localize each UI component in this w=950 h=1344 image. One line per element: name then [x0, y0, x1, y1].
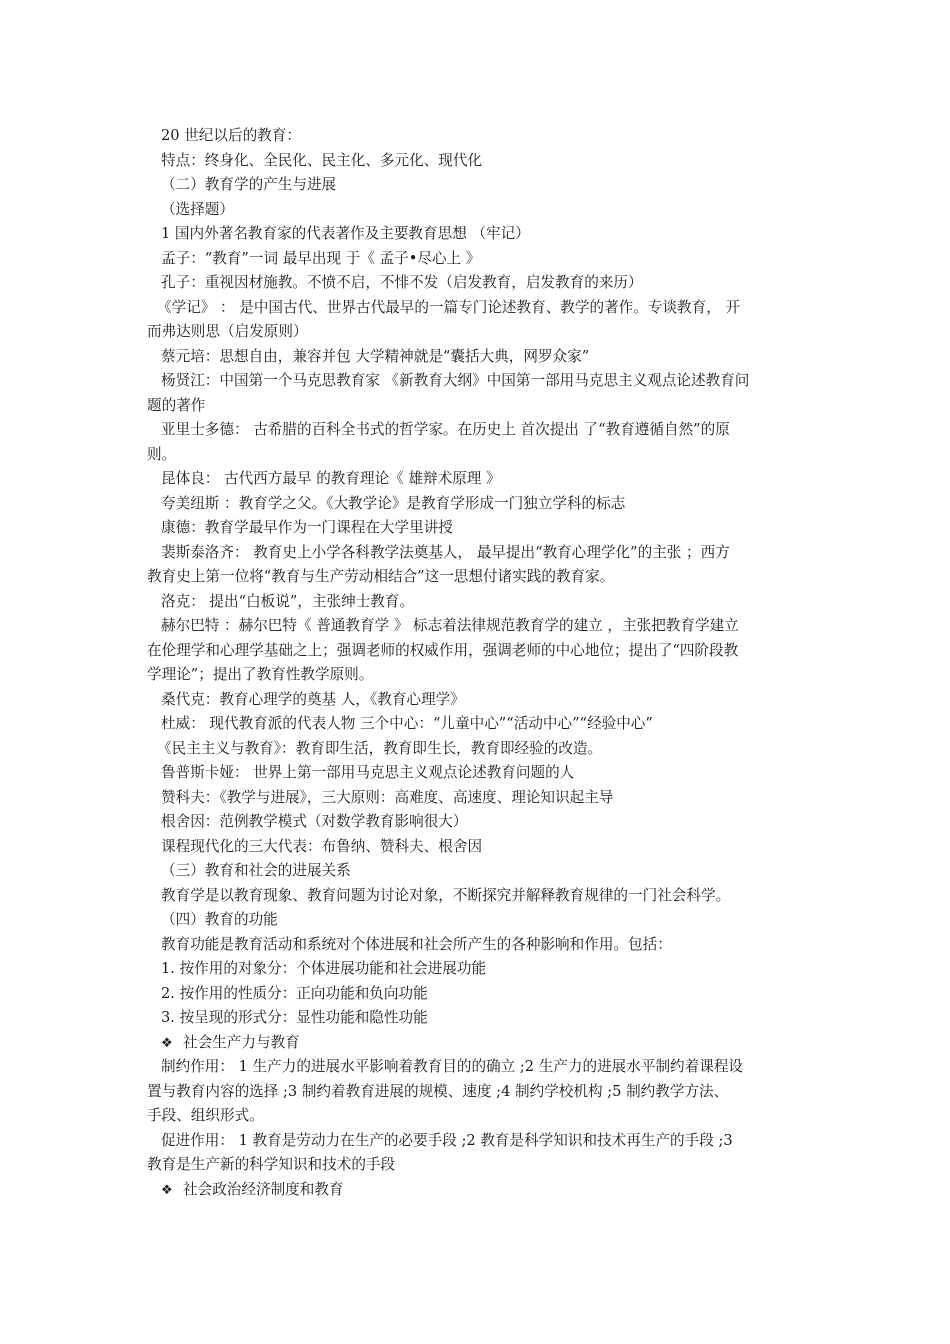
bullet-diamond-icon: ❖	[161, 1035, 173, 1051]
text-line	[145, 320, 810, 345]
text-line	[145, 810, 810, 835]
line-text: （三）教育和社会的进展关系	[161, 862, 351, 879]
text-line	[145, 712, 810, 737]
text-line	[145, 467, 810, 492]
line-text: 而弗达则思（启发原则）	[147, 323, 308, 340]
text-line	[145, 982, 810, 1007]
text-line	[145, 786, 810, 811]
line-text: 杜威： 现代教育派的代表人物 三个中心：“儿童中心”“活动中心”“经验中心”	[161, 715, 653, 732]
bullet-diamond-icon: ❖	[161, 1182, 173, 1198]
line-text: 康德：教育学最早作为一门课程在大学里讲授	[161, 519, 453, 536]
text-line	[145, 394, 810, 419]
line-text: 根舍因：范例教学模式（对数学教育影响很大）	[161, 813, 468, 830]
text-line	[145, 149, 810, 174]
text-line	[145, 859, 810, 884]
line-text: 3. 按呈现的形式分：显性功能和隐性功能	[161, 1009, 428, 1026]
line-text: 《民主主义与教育》：教育即生活，教育即生长，教育即经验的改造。	[157, 739, 603, 757]
text-line	[145, 663, 810, 688]
text-line	[145, 835, 810, 860]
line-text: 1 国内外著名教育家的代表著作及主要教育思想 （牢记）	[161, 225, 530, 242]
line-text: （选择题）	[161, 200, 234, 218]
text-line	[145, 345, 810, 370]
line-text: 赞科夫：《教学与进展》，三大原则：高难度、高速度、理论知识起主导	[161, 788, 614, 806]
text-line	[145, 737, 810, 762]
line-text: 夸美纽斯 ：教育学之父。《大教学论》是教育学形成一门独立学科的标志	[161, 494, 626, 512]
text-line	[145, 565, 810, 590]
text-line	[145, 1178, 810, 1203]
line-text: 教育学是以教育现象、教育问题为讨论对象，不断探究并解释教育规律的一门社会科学。	[161, 886, 731, 904]
text-line	[145, 957, 810, 982]
text-line	[145, 516, 810, 541]
line-text: 2. 按作用的性质分：正向功能和负向功能	[161, 984, 428, 1002]
text-line	[145, 492, 810, 517]
line-text: 社会政治经济制度和教育	[183, 1180, 344, 1198]
line-text: 桑代克：教育心理学的奠基 人，《教育心理学》	[161, 690, 465, 708]
document-page	[145, 124, 810, 1202]
text-line	[145, 198, 810, 223]
line-text: （二）教育学的产生与进展	[161, 176, 337, 193]
text-line	[145, 933, 810, 958]
text-line	[145, 541, 810, 566]
text-line	[145, 1080, 810, 1105]
text-line	[145, 590, 810, 615]
line-text: 鲁普斯卡娅： 世界上第一部用马克思主义观点论述教育问题的人	[161, 764, 575, 781]
line-text: 裴斯泰洛齐： 教育史上小学各科教学法奠基人， 最早提出“教育心理学化”的主张 ；西方	[161, 543, 730, 561]
line-text: 在伦理学和心理学基础之上；强调老师的权威作用，强调老师的中心地位；提出了“四阶段教	[147, 641, 739, 659]
line-text: 蔡元培：思想自由，兼容并包 大学精神就是“囊括大典，网罗众家”	[161, 347, 590, 365]
text-line	[145, 884, 810, 909]
text-line	[145, 639, 810, 664]
line-text: 促进作用： 1 教育是劳动力在生产的必要手段 ;2 教育是科学知识和技术再生产的手段 ;3	[161, 1131, 733, 1149]
line-text: （四）教育的功能	[161, 911, 278, 928]
line-text: 教育功能是教育活动和系统对个体进展和社会所产生的各种影响和作用。包括：	[161, 935, 672, 953]
text-line	[145, 369, 810, 394]
text-line	[145, 271, 810, 296]
line-text: 课程现代化的三大代表：布鲁纳、赞科夫、根舍因	[161, 837, 483, 855]
line-text: 亚里士多德： 古希腊的百科全书式的哲学家。在历史上 首次提出 了“教育遵循自然”的原	[161, 421, 730, 438]
text-line	[145, 443, 810, 468]
line-text: 制约作用： 1 生产力的进展水平影响着教育目的的确立 ;2 生产力的进展水平制约着课程设	[161, 1058, 744, 1075]
line-text: 教育史上第一位将“教育与生产劳动相结合”这一思想付诸实践的教育家。	[147, 568, 615, 585]
line-text: 则。	[147, 445, 177, 463]
text-line	[145, 908, 810, 933]
text-line	[145, 418, 810, 443]
line-text: 教育是生产新的科学知识和技术的手段	[147, 1156, 396, 1173]
text-line	[145, 1031, 810, 1056]
text-line	[145, 614, 810, 639]
text-line	[145, 1153, 810, 1178]
line-text: 20 世纪以后的教育：	[161, 127, 301, 144]
line-text: 赫尔巴特 ：赫尔巴特《 普通教育学 》 标志着法律规范教育学的建立 ，主张把教育学建立	[161, 617, 739, 634]
line-text: 《学记》 ： 是中国古代、世界古代最早的一篇专门论述教育、教学的著作。专谈教育， 开	[157, 298, 741, 316]
text-line	[145, 1129, 810, 1154]
line-text: 置与教育内容的选择 ;3 制约着教育进展的规模、速度 ;4 制约学校机构 ;5 制约教学方法、	[147, 1082, 729, 1100]
text-line	[145, 1104, 810, 1129]
line-text: 孔子：重视因材施教。不愤不启，不悱不发（启发教育，启发教育的来历）	[161, 274, 643, 291]
text-line	[145, 247, 810, 272]
line-text: 学理论”；提出了教育性教学原则。	[147, 666, 374, 683]
text-line	[145, 124, 810, 149]
line-text: 洛克： 提出“白板说”，主张绅士教育。	[161, 592, 415, 610]
line-text: 1. 按作用的对象分：个体进展功能和社会进展功能	[161, 960, 487, 977]
line-text: 手段、组织形式。	[147, 1107, 264, 1124]
text-line	[145, 688, 810, 713]
line-text: 社会生产力与教育	[183, 1033, 300, 1051]
text-line	[145, 761, 810, 786]
text-line	[145, 1006, 810, 1031]
line-text: 昆体良： 古代西方最早 的教育理论《 雄辩术原理 》	[161, 470, 501, 487]
text-line	[145, 222, 810, 247]
text-line	[145, 173, 810, 198]
text-line	[145, 1055, 810, 1080]
text-line	[145, 296, 810, 321]
line-text: 特点：终身化、全民化、民主化、多元化、现代化	[161, 151, 483, 169]
line-text: 杨贤江：中国第一个马克思教育家 《新教育大纲》中国第一部用马克思主义观点论述教育问	[161, 372, 750, 389]
line-text: 题的著作	[147, 396, 206, 414]
line-text: 孟子：“教育”一词 最早出现 于《 孟子•尽心上 》	[161, 249, 481, 267]
